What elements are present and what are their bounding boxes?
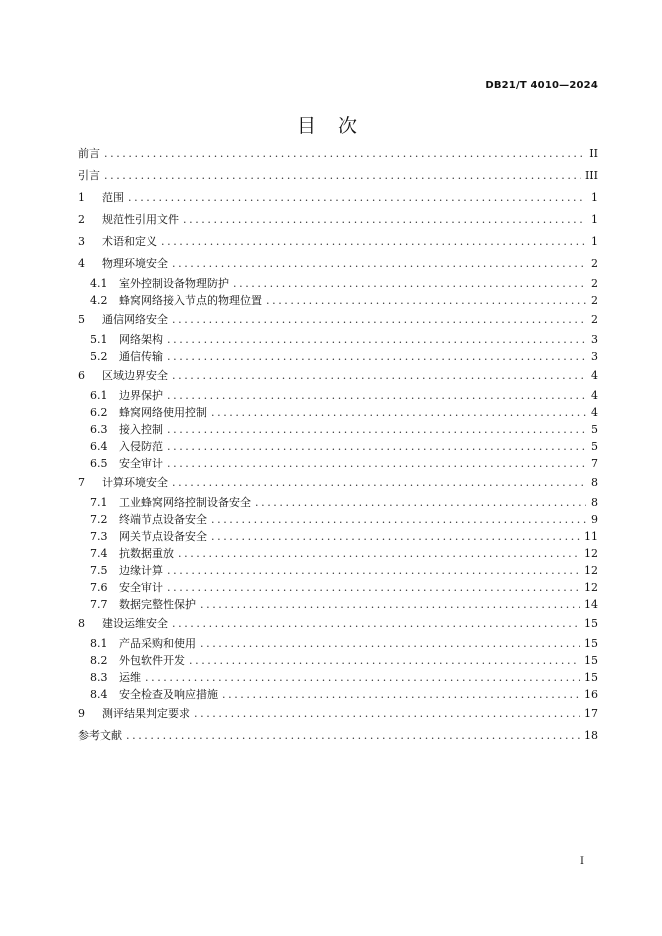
toc-entry-label: 安全审计 — [119, 457, 163, 470]
toc-entry-page: 14 — [584, 598, 598, 611]
toc-entry-label: 抗数据重放 — [119, 547, 174, 560]
toc-entry-page: 9 — [591, 513, 598, 526]
toc-leader-dots — [172, 309, 586, 331]
toc-entry-page: 18 — [584, 729, 598, 742]
toc-entry-page: 4 — [591, 369, 598, 382]
toc-entry[interactable] — [78, 438, 598, 455]
toc-leader-dots — [167, 562, 580, 579]
toc-entry[interactable] — [78, 253, 598, 275]
toc-leader-dots — [104, 165, 581, 187]
toc-entry-number: 8.3 — [90, 671, 108, 684]
toc-entry[interactable] — [78, 613, 598, 635]
toc-entry[interactable] — [78, 387, 598, 404]
toc-leader-dots — [167, 387, 586, 404]
toc-entry-number: 7.6 — [90, 581, 108, 594]
toc-entry[interactable] — [78, 579, 598, 596]
toc-entry-number: 9 — [78, 707, 85, 720]
toc-entry-label: 计算环境安全 — [102, 476, 168, 489]
toc-entry-label: 外包软件开发 — [119, 654, 185, 667]
toc-entry-page: 8 — [591, 476, 598, 489]
toc-entry-label: 通信网络安全 — [102, 313, 168, 326]
toc-entry-number: 5.1 — [90, 333, 108, 346]
toc-entry-page: 4 — [591, 406, 598, 419]
toc-entry[interactable] — [78, 511, 598, 528]
toc-entry-number: 6.5 — [90, 457, 108, 470]
toc-entry-number: 7.3 — [90, 530, 108, 543]
table-of-contents — [78, 143, 598, 747]
toc-entry-number: 7.4 — [90, 547, 108, 560]
toc-entry-page: 7 — [591, 457, 598, 470]
toc-entry-number: 6.4 — [90, 440, 108, 453]
toc-entry[interactable] — [78, 455, 598, 472]
toc-entry-label: 规范性引用文件 — [102, 213, 179, 226]
toc-entry-page: 17 — [584, 707, 598, 720]
toc-entry-number: 1 — [78, 191, 85, 204]
toc-entry-number: 8.2 — [90, 654, 108, 667]
toc-leader-dots — [145, 669, 580, 686]
toc-entry[interactable] — [78, 231, 598, 253]
toc-leader-dots — [200, 596, 580, 613]
toc-leader-dots — [266, 292, 586, 309]
toc-entry[interactable] — [78, 309, 598, 331]
toc-leader-dots — [126, 725, 580, 747]
toc-entry[interactable] — [78, 404, 598, 421]
toc-leader-dots — [128, 187, 586, 209]
toc-entry-page: 1 — [591, 213, 598, 226]
toc-entry[interactable] — [78, 331, 598, 348]
toc-entry-page: 12 — [584, 581, 598, 594]
toc-entry-label: 物理环境安全 — [102, 257, 168, 270]
toc-leader-dots — [233, 275, 586, 292]
toc-leader-dots — [167, 579, 580, 596]
footer-page-number: I — [580, 856, 584, 867]
toc-entry-page: 2 — [591, 277, 598, 290]
toc-entry-page: 3 — [591, 333, 598, 346]
toc-entry-page: 16 — [584, 688, 598, 701]
toc-entry[interactable] — [78, 725, 598, 747]
toc-entry-number: 8.1 — [90, 637, 108, 650]
toc-entry[interactable] — [78, 348, 598, 365]
toc-leader-dots — [172, 472, 586, 494]
toc-entry[interactable] — [78, 686, 598, 703]
toc-entry-page: 3 — [591, 350, 598, 363]
toc-entry-label: 网络架构 — [119, 333, 163, 346]
toc-entry-label: 术语和定义 — [102, 235, 157, 248]
toc-leader-dots — [167, 438, 586, 455]
toc-entry-page: 1 — [591, 191, 598, 204]
toc-entry-number: 8.4 — [90, 688, 108, 701]
toc-entry-page: 15 — [584, 671, 598, 684]
toc-entry[interactable] — [78, 635, 598, 652]
toc-entry[interactable] — [78, 209, 598, 231]
document-code: DB21/T 4010—2024 — [485, 80, 598, 91]
toc-leader-dots — [183, 209, 586, 231]
toc-entry-label: 测评结果判定要求 — [102, 707, 190, 720]
toc-entry-label: 蜂窝网络接入节点的物理位置 — [119, 294, 262, 307]
toc-entry-label: 工业蜂窝网络控制设备安全 — [119, 496, 251, 509]
toc-leader-dots — [161, 231, 586, 253]
toc-leader-dots — [167, 348, 586, 365]
toc-entry-number: 7.2 — [90, 513, 108, 526]
toc-leader-dots — [255, 494, 586, 511]
toc-entry-label: 网关节点设备安全 — [119, 530, 207, 543]
toc-entry-number: 5.2 — [90, 350, 108, 363]
toc-entry[interactable] — [78, 421, 598, 438]
toc-leader-dots — [172, 365, 586, 387]
toc-leader-dots — [178, 545, 580, 562]
toc-entry-number: 2 — [78, 213, 85, 226]
toc-entry-page: 12 — [584, 564, 598, 577]
toc-entry-number: 6.1 — [90, 389, 108, 402]
toc-leader-dots — [211, 511, 586, 528]
toc-entry-label: 接入控制 — [119, 423, 163, 436]
toc-leader-dots — [172, 253, 586, 275]
page-title: 目 次 — [296, 115, 366, 137]
toc-entry-page: 2 — [591, 313, 598, 326]
toc-entry-label: 引言 — [78, 169, 100, 182]
toc-entry-page: 2 — [591, 294, 598, 307]
toc-entry-page: 8 — [591, 496, 598, 509]
toc-entry[interactable] — [78, 292, 598, 309]
toc-leader-dots — [104, 143, 585, 165]
toc-entry[interactable] — [78, 596, 598, 613]
toc-entry-label: 范围 — [102, 191, 124, 204]
toc-entry-label: 蜂窝网络使用控制 — [119, 406, 207, 419]
toc-entry-page: 15 — [584, 637, 598, 650]
toc-entry-page: II — [589, 147, 598, 160]
toc-entry[interactable] — [78, 562, 598, 579]
toc-entry[interactable] — [78, 528, 598, 545]
toc-entry-label: 边缘计算 — [119, 564, 163, 577]
toc-entry[interactable] — [78, 275, 598, 292]
toc-entry-number: 5 — [78, 313, 85, 326]
toc-leader-dots — [211, 404, 586, 421]
toc-entry[interactable] — [78, 669, 598, 686]
toc-entry-number: 6 — [78, 369, 85, 382]
toc-entry-number: 4.1 — [90, 277, 108, 290]
toc-entry-page: 1 — [591, 235, 598, 248]
toc-entry-page: 2 — [591, 257, 598, 270]
toc-leader-dots — [172, 613, 580, 635]
toc-entry-label: 建设运维安全 — [102, 617, 168, 630]
toc-leader-dots — [167, 421, 586, 438]
toc-entry-label: 运维 — [119, 671, 141, 684]
toc-entry-label: 通信传输 — [119, 350, 163, 363]
toc-entry-number: 6.2 — [90, 406, 108, 419]
toc-entry-number: 6.3 — [90, 423, 108, 436]
toc-entry-label: 参考文献 — [78, 729, 122, 742]
toc-entry-label: 区域边界安全 — [102, 369, 168, 382]
toc-entry[interactable] — [78, 187, 598, 209]
toc-entry-number: 3 — [78, 235, 85, 248]
toc-entry[interactable] — [78, 365, 598, 387]
toc-entry-label: 安全检查及响应措施 — [119, 688, 218, 701]
toc-entry-number: 7.7 — [90, 598, 108, 611]
toc-entry-label: 室外控制设备物理防护 — [119, 277, 229, 290]
toc-entry[interactable] — [78, 545, 598, 562]
toc-entry-page: 11 — [584, 530, 598, 543]
toc-entry[interactable] — [78, 143, 598, 165]
toc-leader-dots — [189, 652, 580, 669]
toc-entry-page: 15 — [584, 617, 598, 630]
toc-entry-page: III — [584, 169, 598, 182]
toc-entry-label: 前言 — [78, 147, 100, 160]
toc-entry-number: 7.5 — [90, 564, 108, 577]
toc-entry-label: 边界保护 — [119, 389, 163, 402]
toc-leader-dots — [167, 455, 586, 472]
toc-entry[interactable] — [78, 652, 598, 669]
toc-entry[interactable] — [78, 165, 598, 187]
toc-entry-number: 4.2 — [90, 294, 108, 307]
toc-entry-page: 5 — [591, 423, 598, 436]
toc-entry-page: 5 — [591, 440, 598, 453]
toc-entry-label: 产品采购和使用 — [119, 637, 196, 650]
toc-entry-label: 数据完整性保护 — [119, 598, 196, 611]
toc-entry[interactable] — [78, 472, 598, 494]
toc-entry-page: 12 — [584, 547, 598, 560]
toc-entry-label: 安全审计 — [119, 581, 163, 594]
toc-leader-dots — [167, 331, 586, 348]
toc-leader-dots — [194, 703, 580, 725]
toc-entry-number: 8 — [78, 617, 85, 630]
toc-leader-dots — [211, 528, 580, 545]
toc-entry-page: 15 — [584, 654, 598, 667]
toc-entry-label: 入侵防范 — [119, 440, 163, 453]
toc-entry-number: 7.1 — [90, 496, 108, 509]
toc-entry-number: 7 — [78, 476, 85, 489]
toc-entry[interactable] — [78, 703, 598, 725]
toc-leader-dots — [222, 686, 580, 703]
toc-entry-page: 4 — [591, 389, 598, 402]
toc-entry-number: 4 — [78, 257, 85, 270]
toc-entry[interactable] — [78, 494, 598, 511]
toc-leader-dots — [200, 635, 580, 652]
toc-entry-label: 终端节点设备安全 — [119, 513, 207, 526]
